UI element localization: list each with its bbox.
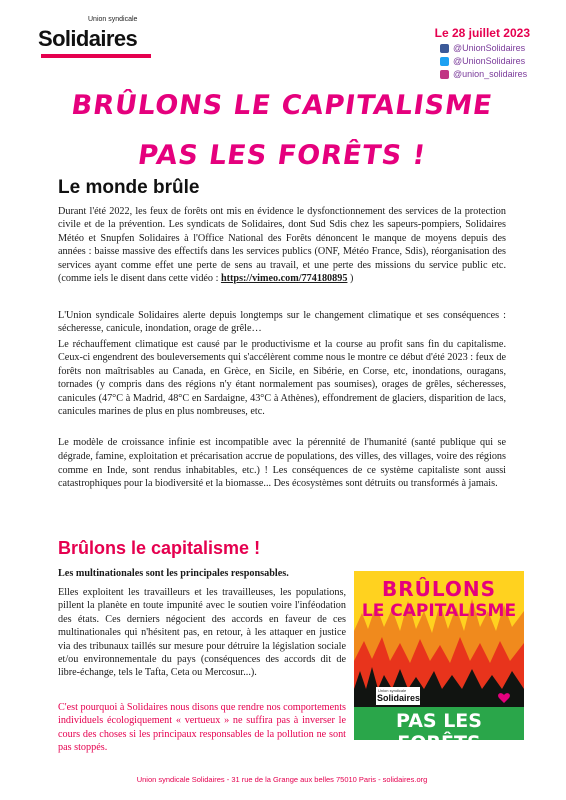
section-title-brulons: Brûlons le capitalisme ! — [58, 538, 261, 558]
facebook-icon — [440, 44, 449, 53]
paragraph-1 — [58, 205, 506, 285]
instagram-icon — [440, 70, 449, 79]
social-instagram[interactable] — [440, 69, 560, 79]
section-title-le-monde-brule: Le monde brûle — [58, 177, 200, 198]
poster-logo-tagline: Union syndicale — [378, 688, 407, 693]
date: Le 28 juillet 2023 — [434, 26, 530, 40]
paragraph-3: Le réchauffement climatique est causé par le productivisme et la course au profit sans fin du capitalisme. Ceux-ci engendrent des bouleversements qui s'accélèrent comme nous le montre ce début d'été 2023 : feux de forêts non maîtrisables au Canada, en Grèce, en Sicile, en Sibérie, en Corse, etc, inondations, ouragans, tornades (y compris dans des régions n'y étant normalement pas soumises), orages de grêles, sécheresses, canicules (47°C à Madrid, 48°C en Sardaigne, 43°C à Athènes), effondrement de glaciers, disparition de lacs, canicules marines de plus en plus nombreuses, etc. — [58, 339, 506, 418]
poster-line-2: LE CAPITALISME — [361, 601, 517, 621]
vimeo-link[interactable]: https://vimeo.com/774180895 — [220, 273, 348, 285]
logo: Solidaires — [38, 26, 138, 51]
logo-underline — [41, 54, 151, 58]
section2-paragraph-2: C'est pourquoi à Solidaires nous disons que rendre nos comportements individuels écologiquement « vertueux » ne suffira pas à inverser le cours des choses si les principaux responsables de la pollution ne sont pas stoppés. — [58, 702, 346, 754]
headline-line-1: BRÛLONS LE CAPITALISME — [69, 90, 495, 121]
section2-subtitle: Les multinationales sont les principales responsables. — [58, 568, 289, 579]
paragraph-1-end: ) — [349, 273, 354, 285]
poster-line-3: PAS LES FORÊTS — [396, 710, 482, 754]
facebook-handle: @UnionSolidaires — [453, 43, 526, 53]
headline-line-2: PAS LES FORÊTS ! — [135, 140, 429, 171]
logo-tagline: Union syndicale — [88, 16, 138, 23]
twitter-handle: @UnionSolidaires — [453, 56, 526, 66]
social-twitter[interactable] — [440, 56, 560, 66]
instagram-handle: @union_solidaires — [453, 69, 528, 79]
poster-logo: Solidaires — [377, 693, 421, 703]
paragraph-4: Le modèle de croissance infinie est incompatible avec la pérennité de l'humanité (santé publique qui se dégrade, famine, exploitation et précarisation accrue de populations, des villes, des villages, voire des régions comme en Inde, sont rendus inhabitables, etc.) ! Les conséquences de ce système capitaliste sont aussi catastrophiques pour la biodiversité et la biomasse... Des écosystèmes sont détruits ou transformés à jamais. — [58, 437, 506, 490]
paragraph-2: L'Union syndicale Solidaires alerte depuis longtemps sur le changement climatique et ses conséquences : sécheresse, canicule, inondation, orage de grêle… — [58, 310, 506, 335]
section2-paragraph-1: Elles exploitent les travailleurs et les travailleuses, les populations, pillent la planète en toute impunité avec le soutien voire l'inféodation des états. Ces derniers négocient des accords en faveur de ces multinationales qui n'hésitent pas, en retour, à les attaquer en justice via des tribunaux taillés sur mesure pour détruire la législation sociale et/ou environnementale du pays (conséquences des accords dit de libre-échange, tels le Tafta, Ceta ou Mercosur...). — [58, 587, 346, 679]
footer: Union syndicale Solidaires - 31 rue de la Grange aux belles 75010 Paris - solidaires.org — [136, 775, 428, 784]
paragraph-1-text: Durant l'été 2022, les feux de forêts ont mis en évidence le dysfonctionnement des services de la protection civile et de la prévention. Les syndicats de Solidaires, dont Sud Sdis chez les sapeurs-pompiers, Solidaires Météo et Snupfen Solidaires à l'Office National des Forêts dénoncent le manque de moyens depuis des années : baisse massive des effectifs dans les services publics (ONF, Météo France, Sdis), réorganisation des services ayant comme effet une perte de sens au travail, et une perte des missions du service public etc. (comme iels le disent dans cette vidéo : — [58, 206, 506, 285]
poster-line-1: BRÛLONS — [381, 577, 497, 601]
poster-image — [354, 571, 524, 754]
social-facebook[interactable] — [440, 43, 560, 53]
twitter-icon — [440, 57, 449, 66]
